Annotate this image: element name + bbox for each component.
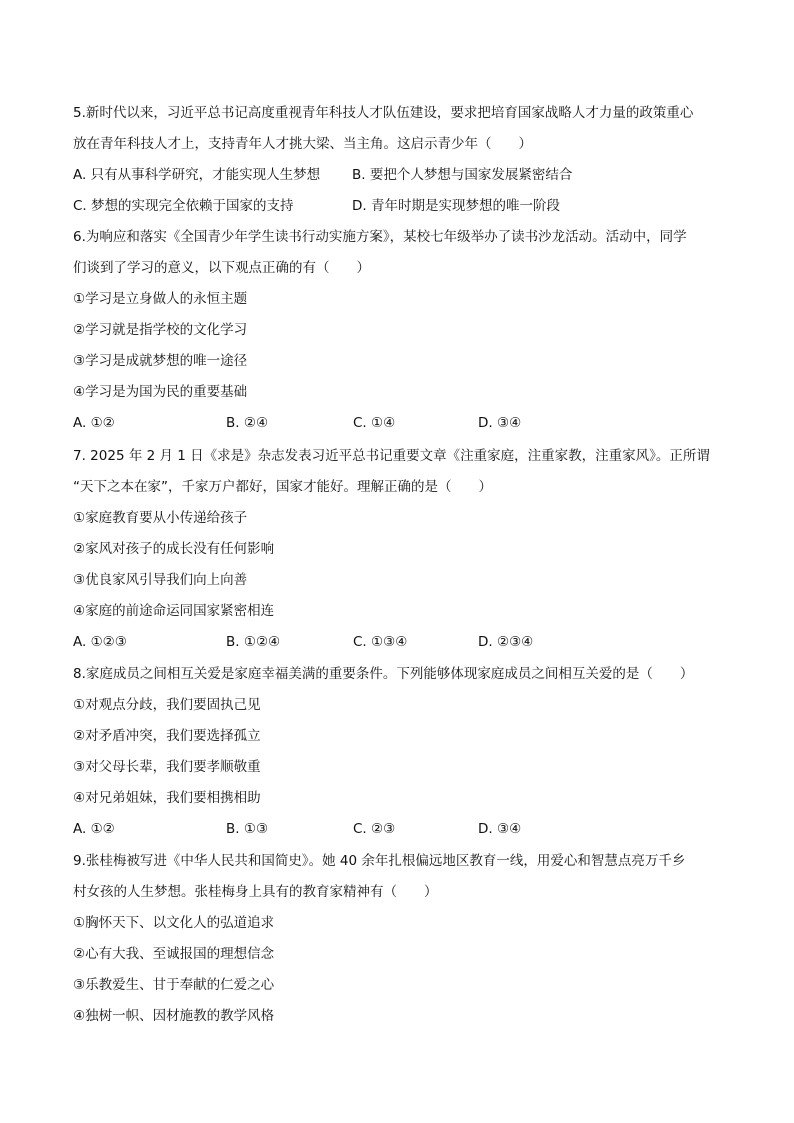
choice-d: D. ②③④ xyxy=(478,634,534,650)
question-stem: 9.张桂梅被写进《中华人民共和国简史》。她 40 余年扎根偏远地区教育一线，用爱心和智慧点亮万千乡 xyxy=(73,853,686,869)
choice-a: A. ①② xyxy=(73,821,115,837)
statement-item: ①对观点分歧，我们要固执己见 xyxy=(73,697,261,713)
question-stem: 村女孩的人生梦想。张桂梅身上具有的教育家精神有（ ） xyxy=(73,884,438,900)
option-b: B. 要把个人梦想与国家发展紧密结合 xyxy=(352,167,573,183)
option-d: D. 青年时期是实现梦想的唯一阶段 xyxy=(352,198,560,214)
option-row xyxy=(73,165,733,185)
statement-item: ②家风对孩子的成长没有任何影响 xyxy=(73,541,275,557)
choice-row xyxy=(73,413,733,433)
choice-b: B. ①③ xyxy=(226,821,269,837)
question-stem: 7. 2025 年 2 月 1 日《求是》杂志发表习近平总书记重要文章《注重家庭，注重家教，注重家风》。正所谓 xyxy=(73,448,710,464)
statement-item: ②学习就是指学校的文化学习 xyxy=(73,322,248,338)
statement-item: ①家庭教育要从小传递给孩子 xyxy=(73,510,248,526)
choice-d: D. ③④ xyxy=(478,415,522,431)
choice-row xyxy=(73,632,733,652)
statement-item: ③对父母长辈，我们要孝顺敬重 xyxy=(73,759,261,775)
question-stem: 5.新时代以来，习近平总书记高度重视青年科技人才队伍建设，要求把培育国家战略人才力量的政策重心 xyxy=(73,105,694,121)
question-stem: 6.为响应和落实《全国青少年学生读书行动实施方案》，某校七年级举办了读书沙龙活动。活动中，同学 xyxy=(73,229,687,245)
statement-item: ①学习是立身做人的永恒主题 xyxy=(73,291,248,307)
choice-c: C. ②③ xyxy=(353,821,396,837)
choice-b: B. ②④ xyxy=(226,415,269,431)
choice-c: C. ①③④ xyxy=(353,634,408,650)
choice-row xyxy=(73,819,733,839)
choice-c: C. ①④ xyxy=(353,415,396,431)
statement-item: ②心有大我、至诚报国的理想信念 xyxy=(73,946,275,962)
question-stem: 们谈到了学习的意义，以下观点正确的有（ ） xyxy=(73,260,370,276)
statement-item: ②对矛盾冲突，我们要选择孤立 xyxy=(73,728,261,744)
statement-item: ④学习是为国为民的重要基础 xyxy=(73,384,248,400)
option-a: A. 只有从事科学研究，才能实现人生梦想 xyxy=(73,167,321,183)
statement-item: ④独树一帜、因材施教的教学风格 xyxy=(73,1008,275,1024)
choice-a: A. ①②③ xyxy=(73,634,127,650)
option-c: C. 梦想的实现完全依赖于国家的支持 xyxy=(73,198,294,214)
choice-d: D. ③④ xyxy=(478,821,522,837)
choice-a: A. ①② xyxy=(73,415,115,431)
statement-item: ④对兄弟姐妹，我们要相携相助 xyxy=(73,790,261,806)
question-stem: 放在青年科技人才上，支持青年人才挑大梁、当主角。这启示青少年（ ） xyxy=(73,136,532,152)
question-stem: “天下之本在家”，千家万户都好，国家才能好。理解正确的是（ ） xyxy=(73,479,492,495)
statement-item: ④家庭的前途命运同国家紧密相连 xyxy=(73,603,275,619)
statement-item: ③优良家风引导我们向上向善 xyxy=(73,572,248,588)
question-stem: 8.家庭成员之间相互关爱是家庭幸福美满的重要条件。下列能够体现家庭成员之间相互关爱的是（ ） xyxy=(73,666,694,682)
option-row xyxy=(73,196,733,216)
statement-item: ③学习是成就梦想的唯一途径 xyxy=(73,353,248,369)
statement-item: ③乐教爱生、甘于奉献的仁爱之心 xyxy=(73,977,275,993)
choice-b: B. ①②④ xyxy=(226,634,281,650)
statement-item: ①胸怀天下、以文化人的弘道追求 xyxy=(73,915,275,931)
